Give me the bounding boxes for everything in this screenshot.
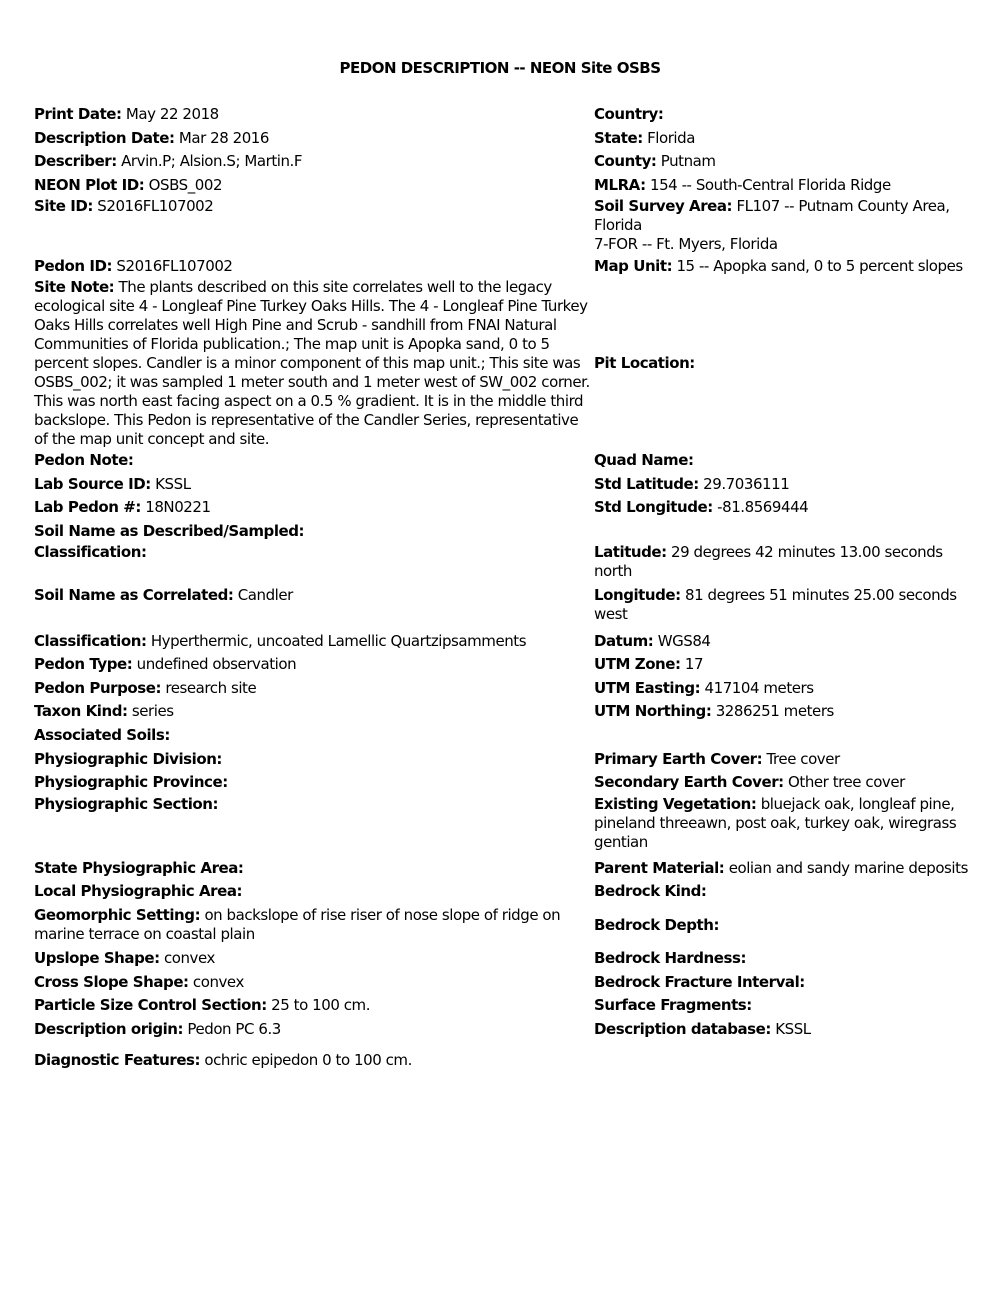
left-field <box>34 278 594 449</box>
field-row <box>34 857 974 881</box>
field-label: Bedrock Kind: <box>594 882 707 901</box>
field-diagnostic-features <box>34 1051 412 1070</box>
field-value: Candler <box>237 586 293 605</box>
field-value: Tree cover <box>766 749 840 768</box>
right-field <box>594 543 974 586</box>
field-label: Latitude: <box>594 543 667 562</box>
field-label: UTM Easting: <box>594 678 701 697</box>
field-row <box>34 904 974 947</box>
field-value: The plants described on this site correlates well to the legacy ecological site 4 - Longleaf Pine Turkey Oaks Hills. The 4 - Longleaf Pine Turkey Oaks Hills correlates well High Pine and Scrub - sandhill from FNAI Natural Communities of Florida publication.; The map unit is Apopka sand, 0 to 5 percent slopes. Candler is a minor component of this map unit.; This site was OSBS_002; it was sampled 1 meter south and 1 meter west of SW_002 corner. This was north east facing aspect on a 0.5 % gradient. It is in the middle third backslope. This Pedon is representative of the Candler Series, representative of the map unit concept and site. <box>34 277 590 448</box>
field-value: KSSL <box>155 474 191 493</box>
field-label: Primary Earth Cover: <box>594 749 763 768</box>
field-label: Soil Name as Correlated: <box>34 586 234 605</box>
left-field <box>34 496 594 520</box>
right-field <box>594 174 974 198</box>
field-row <box>34 747 974 771</box>
field-value: Other tree cover <box>788 773 905 792</box>
right-field <box>594 449 974 473</box>
field-label: NEON Plot ID: <box>34 176 145 195</box>
left-field <box>34 747 594 771</box>
field-label: Soil Survey Area: <box>594 197 733 216</box>
field-label: Classification: <box>34 543 147 562</box>
field-value: 417104 meters <box>704 678 814 697</box>
field-label: Description Date: <box>34 128 175 147</box>
field-label: Site Note: <box>34 277 115 296</box>
field-row <box>34 174 974 198</box>
right-field <box>594 197 974 254</box>
right-field <box>594 473 974 497</box>
left-field <box>34 771 594 795</box>
field-label: Existing Vegetation: <box>594 794 757 813</box>
field-label: Classification: <box>34 631 147 650</box>
field-label: Geomorphic Setting: <box>34 906 201 925</box>
right-field <box>594 795 974 857</box>
field-row <box>34 724 974 748</box>
field-label: Upslope Shape: <box>34 948 160 967</box>
field-label: Lab Source ID: <box>34 474 151 493</box>
left-field <box>34 795 594 857</box>
field-label: Soil Name as Described/Sampled: <box>34 522 305 541</box>
left-field <box>34 586 594 629</box>
field-label: Map Unit: <box>594 256 673 275</box>
field-label: Physiographic Division: <box>34 749 222 768</box>
field-label: Bedrock Depth: <box>594 915 720 934</box>
field-value: S2016FL107002 <box>116 256 233 275</box>
field-label: UTM Northing: <box>594 702 712 721</box>
field-row <box>34 1017 974 1041</box>
field-label: Parent Material: <box>594 858 725 877</box>
right-field <box>594 127 974 151</box>
left-field <box>34 653 594 677</box>
field-value: bluejack oak, longleaf pine, pineland threeawn, post oak, turkey oak, wiregrass gentian <box>594 794 957 851</box>
field-value: Putnam <box>660 152 716 171</box>
right-field <box>594 747 974 771</box>
field-value: 29.7036111 <box>703 474 790 493</box>
field-row <box>34 677 974 701</box>
field-row <box>34 653 974 677</box>
left-field <box>34 150 594 174</box>
field-label: Cross Slope Shape: <box>34 972 189 991</box>
field-row <box>34 947 974 971</box>
field-label: Site ID: <box>34 197 93 216</box>
left-field <box>34 880 594 904</box>
field-label: County: <box>594 152 657 171</box>
field-label: Taxon Kind: <box>34 702 128 721</box>
right-field <box>594 771 974 795</box>
right-field <box>594 947 974 971</box>
field-value: 15 -- Apopka sand, 0 to 5 percent slopes <box>676 256 963 275</box>
right-field <box>594 700 974 724</box>
field-value: WGS84 <box>657 631 711 650</box>
right-field <box>594 278 974 449</box>
right-field <box>594 677 974 701</box>
left-field <box>34 724 594 748</box>
field-row <box>34 103 974 127</box>
field-label: Local Physiographic Area: <box>34 882 243 901</box>
field-label: Pedon Type: <box>34 655 133 674</box>
field-label: Pedon ID: <box>34 256 113 275</box>
field-value: 25 to 100 cm. <box>271 996 371 1015</box>
field-row <box>34 543 974 586</box>
left-field <box>34 174 594 198</box>
field-value: 18N0221 <box>145 498 211 517</box>
left-field <box>34 520 594 544</box>
field-label: Pedon Purpose: <box>34 678 162 697</box>
field-value: FL107 -- Putnam County Area, Florida <box>594 197 950 235</box>
field-label: Pedon Note: <box>34 451 134 470</box>
field-value: convex <box>192 972 244 991</box>
field-row <box>34 970 974 994</box>
field-row <box>34 449 974 473</box>
field-label: Lab Pedon #: <box>34 498 141 517</box>
field-row <box>34 771 974 795</box>
field-row <box>34 127 974 151</box>
field-row <box>34 629 974 653</box>
field-label: Diagnostic Features: <box>34 1051 201 1069</box>
right-field <box>594 103 974 127</box>
left-field <box>34 700 594 724</box>
right-field <box>594 904 974 947</box>
field-value: 29 degrees 42 minutes 13.00 seconds north <box>594 543 943 581</box>
left-field <box>34 970 594 994</box>
field-value: 17 <box>684 655 704 674</box>
field-value: on backslope of rise riser of nose slope of ridge on marine terrace on coastal plain <box>34 906 561 944</box>
field-row <box>34 994 974 1018</box>
field-value: OSBS_002 <box>148 176 223 195</box>
field-value-secondary: 7-FOR -- Ft. Myers, Florida <box>594 235 778 254</box>
field-value: KSSL <box>775 1019 811 1038</box>
field-value: S2016FL107002 <box>97 197 214 216</box>
left-field <box>34 677 594 701</box>
right-field <box>594 857 974 881</box>
field-label: Pit Location: <box>594 353 695 372</box>
field-label: State Physiographic Area: <box>34 858 244 877</box>
field-row <box>34 197 974 254</box>
field-label: Physiographic Section: <box>34 794 219 813</box>
field-value: Mar 28 2016 <box>178 128 269 147</box>
field-label: Particle Size Control Section: <box>34 996 267 1015</box>
field-value: May 22 2018 <box>125 105 219 124</box>
left-field <box>34 857 594 881</box>
right-field <box>594 586 974 629</box>
field-row <box>34 880 974 904</box>
right-field <box>594 970 974 994</box>
field-row <box>34 795 974 857</box>
right-field <box>594 629 974 653</box>
field-label: Surface Fragments: <box>594 996 752 1015</box>
left-field <box>34 947 594 971</box>
field-value: series <box>131 702 174 721</box>
left-field <box>34 127 594 151</box>
field-label: UTM Zone: <box>594 655 681 674</box>
field-label: Secondary Earth Cover: <box>594 773 784 792</box>
right-field <box>594 150 974 174</box>
field-label: Datum: <box>594 631 654 650</box>
right-field <box>594 880 974 904</box>
field-label: Description database: <box>594 1019 771 1038</box>
left-field <box>34 103 594 127</box>
field-label: Longitude: <box>594 586 681 605</box>
field-label: State: <box>594 128 643 147</box>
field-value: undefined observation <box>136 655 297 674</box>
right-field <box>594 994 974 1018</box>
field-row <box>34 700 974 724</box>
field-value: Hyperthermic, uncoated Lamellic Quartzipsamments <box>150 631 527 650</box>
field-label: Std Latitude: <box>594 474 699 493</box>
field-label: Quad Name: <box>594 451 694 470</box>
field-row <box>34 520 974 544</box>
field-label: Description origin: <box>34 1019 184 1038</box>
left-field <box>34 254 594 278</box>
field-label: Describer: <box>34 152 117 171</box>
field-value: -81.8569444 <box>717 498 809 517</box>
field-row <box>34 150 974 174</box>
left-field <box>34 629 594 653</box>
right-field <box>594 724 974 748</box>
field-value: research site <box>165 678 257 697</box>
field-label: Associated Soils: <box>34 726 170 745</box>
right-field <box>594 520 974 544</box>
field-value: 81 degrees 51 minutes 25.00 seconds west <box>594 586 957 624</box>
left-field <box>34 543 594 586</box>
field-value: eolian and sandy marine deposits <box>728 858 968 877</box>
left-field <box>34 994 594 1018</box>
field-row <box>34 586 974 629</box>
left-field <box>34 1017 594 1041</box>
field-value: 3286251 meters <box>715 702 834 721</box>
field-row <box>34 278 974 449</box>
left-field <box>34 473 594 497</box>
field-label: Physiographic Province: <box>34 773 228 792</box>
field-row <box>34 473 974 497</box>
page-title: PEDON DESCRIPTION -- NEON Site OSBS <box>339 59 661 77</box>
field-value: Pedon PC 6.3 <box>187 1019 281 1038</box>
field-value: Arvin.P; Alsion.S; Martin.F <box>121 152 303 171</box>
right-field <box>594 254 974 278</box>
field-label: Bedrock Fracture Interval: <box>594 972 805 991</box>
field-value: ochric epipedon 0 to 100 cm. <box>204 1051 412 1069</box>
right-field <box>594 496 974 520</box>
field-label: Country: <box>594 105 664 124</box>
field-value: Florida <box>647 128 695 147</box>
field-label: MLRA: <box>594 176 646 195</box>
field-row <box>34 254 974 278</box>
pedon-fields-table <box>34 103 974 1041</box>
right-field <box>594 653 974 677</box>
field-value: convex <box>163 948 215 967</box>
field-row <box>34 496 974 520</box>
left-field <box>34 904 594 947</box>
field-label: Std Longitude: <box>594 498 713 517</box>
field-label: Bedrock Hardness: <box>594 948 747 967</box>
left-field <box>34 197 594 254</box>
field-label: Print Date: <box>34 105 122 124</box>
left-field <box>34 449 594 473</box>
right-field <box>594 1017 974 1041</box>
field-value: 154 -- South-Central Florida Ridge <box>650 176 891 195</box>
